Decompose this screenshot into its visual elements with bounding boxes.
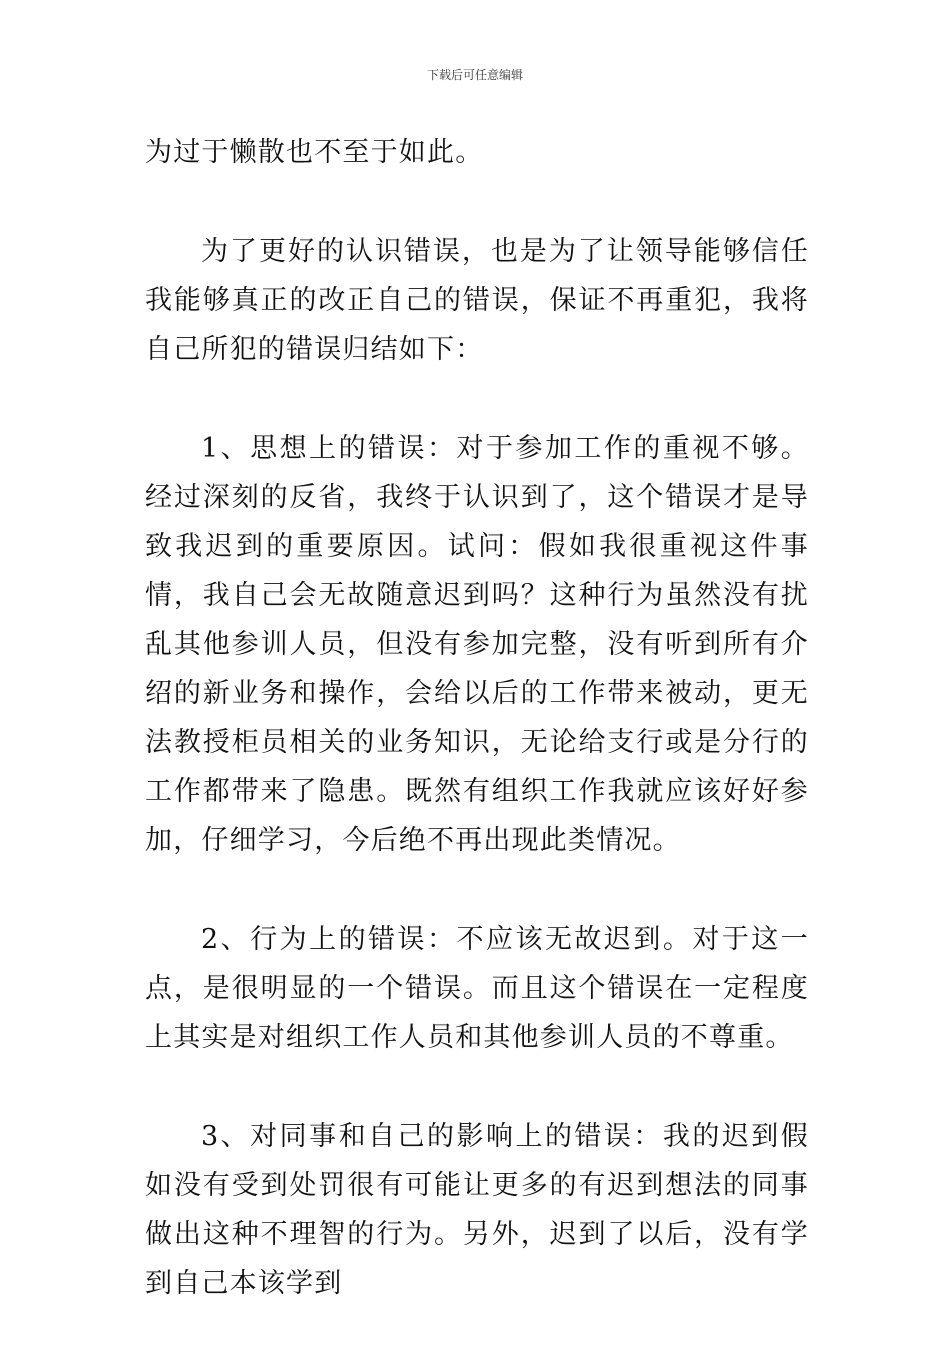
paragraph-item-2: 2、行为上的错误：不应该无故迟到。对于这一点，是很明显的一个错误。而且这个错误在一定程度上其实是对组织工作人员和其他参训人员的不尊重。 — [145, 924, 809, 1053]
document-body — [145, 128, 809, 1358]
paragraph-item-3: 3、对同事和自己的影响上的错误：我的迟到假如没有受到处罚很有可能让更多的有迟到想法的同事做出这种不理智的行为。另外，迟到了以后，没有学到自己本该学到 — [145, 1121, 809, 1299]
paragraph-continuation: 为过于懒散也不至于如此。 — [145, 137, 484, 168]
page-header: 下载后可任意编辑 — [426, 68, 523, 82]
paragraph-intro: 为了更好的认识错误，也是为了让领导能够信任我能够真正的改正自己的错误，保证不再重犯，我将自己所犯的错误归结如下： — [145, 236, 809, 365]
paragraph-item-1: 1、思想上的错误：对于参加工作的重视不够。经过深刻的反省，我终于认识到了，这个错误才是导致我迟到的重要原因。试问：假如我很重视这件事情，我自己会无故随意迟到吗？这种行为虽然没有扰乱其他参训人员，但没有参加完整，没有听到所有介绍的新业务和操作，会给以后的工作带来被动，更无法教授柜员相关的业务知识，无论给支行或是分行的工作都带来了隐患。既然有组织工作我就应该好好参加，仔细学习，今后绝不再出现此类情况。 — [145, 433, 809, 856]
